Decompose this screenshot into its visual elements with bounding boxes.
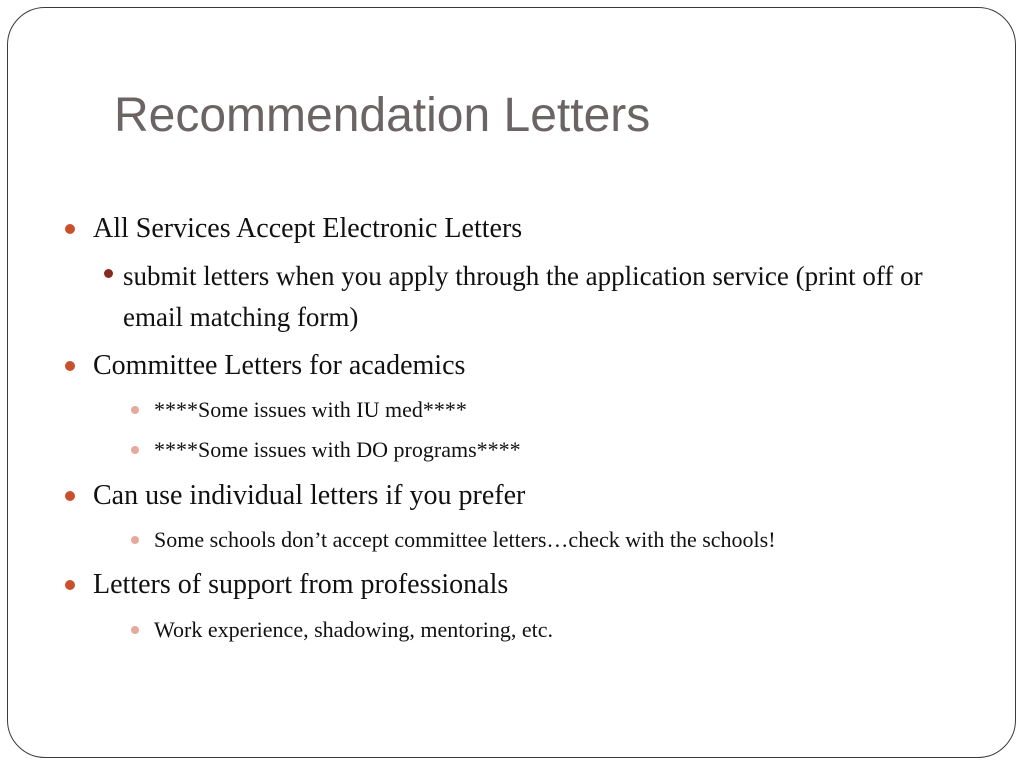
sub-bullet-item bbox=[154, 436, 521, 464]
bullet-item bbox=[93, 479, 525, 513]
bullet-text: Some schools don’t accept committee letters…check with the schools! bbox=[154, 527, 776, 552]
bullet-marker-icon bbox=[104, 269, 113, 278]
bullet-item bbox=[93, 568, 508, 602]
bullet-marker-icon bbox=[131, 626, 139, 634]
bullet-marker-icon bbox=[65, 580, 75, 590]
bullet-text: ****Some issues with DO programs**** bbox=[154, 437, 521, 462]
bullet-text: submit letters when you apply through the application service (print off or email matching form) bbox=[123, 261, 923, 332]
bullet-text: Can use individual letters if you prefer bbox=[93, 480, 526, 511]
sub-bullet-item bbox=[154, 396, 467, 424]
sub-bullet-item bbox=[154, 616, 553, 644]
bullet-text: Work experience, shadowing, mentoring, etc. bbox=[154, 617, 553, 642]
bullet-marker-icon bbox=[131, 446, 139, 454]
bullet-marker-icon bbox=[65, 491, 75, 501]
slide-title: Recommendation Letters bbox=[114, 89, 651, 142]
bullet-text: ****Some issues with IU med**** bbox=[154, 397, 467, 422]
bullet-marker-icon bbox=[131, 406, 139, 414]
bullet-item bbox=[93, 349, 465, 383]
bullet-text: All Services Accept Electronic Letters bbox=[93, 213, 523, 244]
bullet-marker-icon bbox=[65, 224, 75, 234]
bullet-marker-icon bbox=[131, 536, 139, 544]
bullet-text: Committee Letters for academics bbox=[93, 350, 466, 381]
bullet-item bbox=[93, 212, 522, 246]
sub-bullet-item bbox=[154, 526, 776, 554]
bullet-marker-icon bbox=[65, 361, 75, 371]
sub-bullet-item bbox=[123, 256, 983, 338]
bullet-text: Letters of support from professionals bbox=[93, 569, 509, 600]
